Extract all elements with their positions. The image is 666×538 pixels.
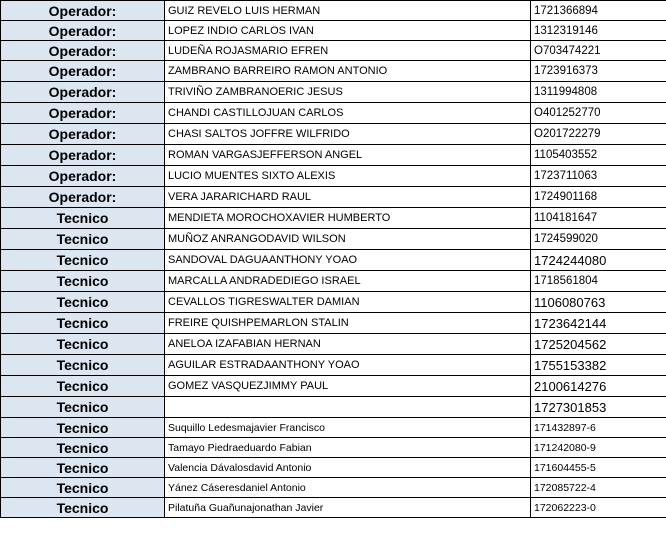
name-cell[interactable]: SANDOVAL DAGUAANTHONY YOAO <box>165 250 531 271</box>
id-cell[interactable]: 172062223-0 <box>531 498 666 518</box>
id-cell[interactable]: O201722279 <box>531 124 666 145</box>
id-cell[interactable]: 1723711063 <box>531 166 666 187</box>
table-row <box>1 458 666 478</box>
name-cell[interactable]: VERA JARARICHARD RAUL <box>165 187 531 208</box>
role-cell[interactable]: Tecnico <box>1 355 165 376</box>
table-row <box>1 438 666 458</box>
role-cell[interactable]: Tecnico <box>1 292 165 313</box>
table-row <box>1 418 666 438</box>
name-cell[interactable] <box>165 397 531 418</box>
name-cell[interactable]: GUIZ REVELO LUIS HERMAN <box>165 1 531 21</box>
id-cell[interactable]: 1723916373 <box>531 61 666 82</box>
table-row <box>1 229 666 250</box>
role-cell[interactable]: Tecnico <box>1 208 165 229</box>
name-cell[interactable]: Pilatuña Guañunajonathan Javier <box>165 498 531 518</box>
id-cell[interactable]: 1724244080 <box>531 250 666 271</box>
table-row <box>1 187 666 208</box>
id-cell[interactable]: 1718561804 <box>531 271 666 292</box>
id-cell[interactable]: 1724599020 <box>531 229 666 250</box>
table-row <box>1 334 666 355</box>
role-cell[interactable]: Tecnico <box>1 250 165 271</box>
id-cell[interactable]: 172085722-4 <box>531 478 666 498</box>
id-cell[interactable]: 1106080763 <box>531 292 666 313</box>
name-cell[interactable]: CEVALLOS TIGRESWALTER DAMIAN <box>165 292 531 313</box>
role-cell[interactable]: Tecnico <box>1 397 165 418</box>
name-cell[interactable]: FREIRE QUISHPEMARLON STALIN <box>165 313 531 334</box>
id-cell[interactable]: 1725204562 <box>531 334 666 355</box>
name-cell[interactable]: GOMEZ VASQUEZJIMMY PAUL <box>165 376 531 397</box>
table-row <box>1 397 666 418</box>
table-row <box>1 292 666 313</box>
name-cell[interactable]: ZAMBRANO BARREIRO RAMON ANTONIO <box>165 61 531 82</box>
table-row <box>1 498 666 518</box>
name-cell[interactable]: Suquillo Ledesmajavier Francisco <box>165 418 531 438</box>
table-row <box>1 166 666 187</box>
name-cell[interactable]: MENDIETA MOROCHOXAVIER HUMBERTO <box>165 208 531 229</box>
role-cell[interactable]: Operador: <box>1 145 165 166</box>
name-cell[interactable]: TRIVIÑO ZAMBRANOERIC JESUS <box>165 82 531 103</box>
id-cell[interactable]: 1104181647 <box>531 208 666 229</box>
table-row <box>1 82 666 103</box>
id-cell[interactable]: 171242080-9 <box>531 438 666 458</box>
role-cell[interactable]: Tecnico <box>1 478 165 498</box>
role-cell[interactable]: Tecnico <box>1 334 165 355</box>
id-cell[interactable]: 1105403552 <box>531 145 666 166</box>
id-cell[interactable]: 1721366894 <box>531 1 666 21</box>
name-cell[interactable]: ANELOA IZAFABIAN HERNAN <box>165 334 531 355</box>
role-cell[interactable]: Operador: <box>1 61 165 82</box>
id-cell[interactable]: 1724901168 <box>531 187 666 208</box>
role-cell[interactable]: Operador: <box>1 41 165 61</box>
table-row <box>1 208 666 229</box>
name-cell[interactable]: CHANDI CASTILLOJUAN CARLOS <box>165 103 531 124</box>
role-cell[interactable]: Tecnico <box>1 438 165 458</box>
name-cell[interactable]: AGUILAR ESTRADAANTHONY YOAO <box>165 355 531 376</box>
role-cell[interactable]: Tecnico <box>1 458 165 478</box>
table-row <box>1 376 666 397</box>
id-cell[interactable]: 1755153382 <box>531 355 666 376</box>
name-cell[interactable]: ROMAN VARGASJEFFERSON ANGEL <box>165 145 531 166</box>
name-cell[interactable]: Valencia Dávalosdavid Antonio <box>165 458 531 478</box>
role-cell[interactable]: Operador: <box>1 103 165 124</box>
id-cell[interactable]: 1723642144 <box>531 313 666 334</box>
name-cell[interactable]: Yánez Cáseresdaniel Antonio <box>165 478 531 498</box>
table-row <box>1 1 666 21</box>
role-cell[interactable]: Operador: <box>1 187 165 208</box>
table-row <box>1 478 666 498</box>
id-cell[interactable]: 171432897-6 <box>531 418 666 438</box>
role-cell[interactable]: Tecnico <box>1 313 165 334</box>
id-cell[interactable]: 1312319146 <box>531 21 666 41</box>
id-cell[interactable]: 1727301853 <box>531 397 666 418</box>
id-cell[interactable]: 171604455-5 <box>531 458 666 478</box>
role-cell[interactable]: Operador: <box>1 124 165 145</box>
id-cell[interactable]: 2100614276 <box>531 376 666 397</box>
table-row <box>1 21 666 41</box>
role-cell[interactable]: Tecnico <box>1 418 165 438</box>
id-cell[interactable]: O401252770 <box>531 103 666 124</box>
name-cell[interactable]: LUDEÑA ROJASMARIO EFREN <box>165 41 531 61</box>
table-row <box>1 145 666 166</box>
table-row <box>1 271 666 292</box>
role-cell[interactable]: Tecnico <box>1 376 165 397</box>
table-row <box>1 103 666 124</box>
id-cell[interactable]: 1311994808 <box>531 82 666 103</box>
name-cell[interactable]: MARCALLA ANDRADEDIEGO ISRAEL <box>165 271 531 292</box>
table-row <box>1 355 666 376</box>
name-cell[interactable]: LOPEZ INDIO CARLOS IVAN <box>165 21 531 41</box>
table-row <box>1 61 666 82</box>
table-row <box>1 41 666 61</box>
table-row <box>1 124 666 145</box>
role-cell[interactable]: Tecnico <box>1 271 165 292</box>
role-cell[interactable]: Operador: <box>1 1 165 21</box>
role-cell[interactable]: Tecnico <box>1 229 165 250</box>
name-cell[interactable]: CHASI SALTOS JOFFRE WILFRIDO <box>165 124 531 145</box>
role-cell[interactable]: Operador: <box>1 166 165 187</box>
table-row <box>1 250 666 271</box>
id-cell[interactable]: O703474221 <box>531 41 666 61</box>
table-row <box>1 313 666 334</box>
name-cell[interactable]: Tamayo Piedraeduardo Fabian <box>165 438 531 458</box>
name-cell[interactable]: MUÑOZ ANRANGODAVID WILSON <box>165 229 531 250</box>
role-cell[interactable]: Tecnico <box>1 498 165 518</box>
role-cell[interactable]: Operador: <box>1 21 165 41</box>
name-cell[interactable]: LUCIO MUENTES SIXTO ALEXIS <box>165 166 531 187</box>
role-cell[interactable]: Operador: <box>1 82 165 103</box>
